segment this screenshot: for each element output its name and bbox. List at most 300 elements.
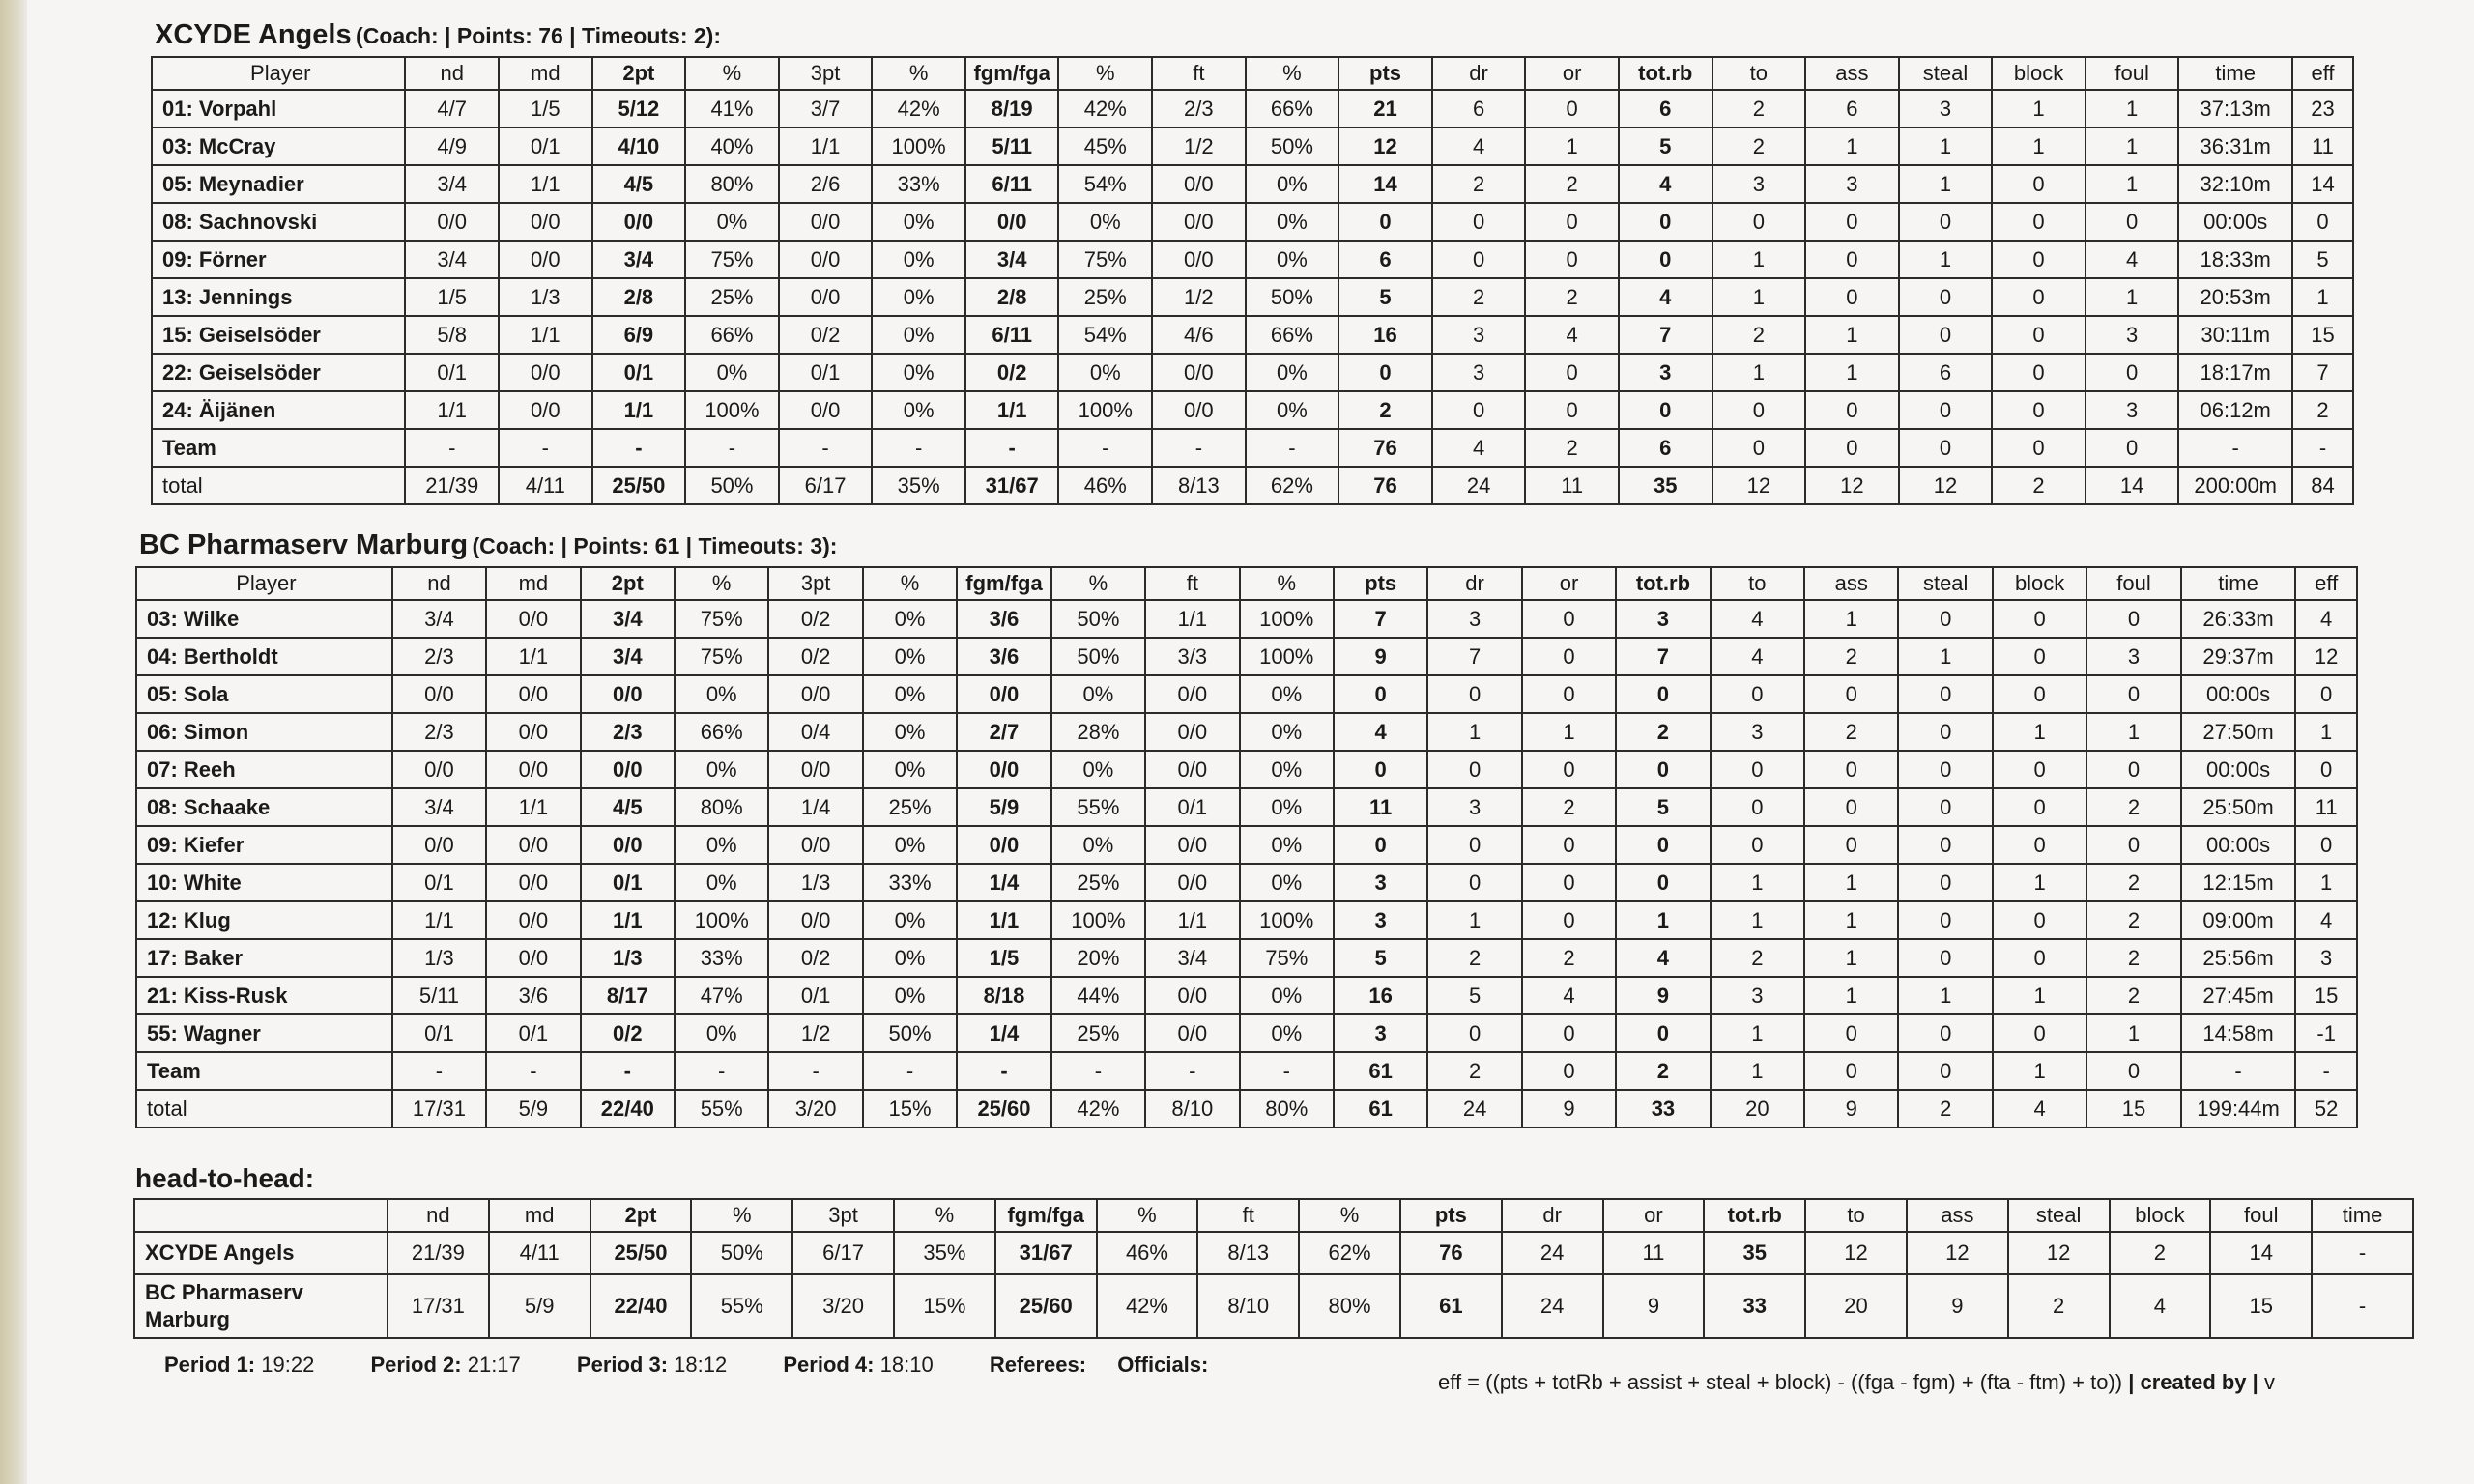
stat-cell: 1 (2086, 278, 2179, 316)
player-cell: 17: Baker (136, 939, 392, 977)
stat-cell: 0/0 (392, 751, 486, 788)
stat-cell: 8/18 (957, 977, 1050, 1014)
stat-cell: 0 (2086, 429, 2179, 467)
stat-cell: 0 (2295, 675, 2357, 713)
stat-cell: - (405, 429, 499, 467)
stat-cell: 0/1 (768, 977, 862, 1014)
stat-cell: 0 (1898, 864, 1992, 901)
stat-cell: 33 (1704, 1274, 1805, 1338)
stat-cell: 3 (1616, 600, 1710, 638)
stat-cell: 50% (685, 467, 779, 504)
stat-cell: 11 (2292, 128, 2353, 165)
stat-cell: to (1805, 1199, 1907, 1232)
stat-cell: 16 (1334, 977, 1427, 1014)
stat-cell: 0/4 (768, 713, 862, 751)
stat-cell: 0/0 (581, 751, 675, 788)
stat-cell: 1 (2086, 90, 2179, 128)
stat-cell: 6 (1619, 429, 1712, 467)
stat-cell: 0 (1525, 90, 1619, 128)
stat-cell: 0/0 (486, 901, 580, 939)
header-row (152, 57, 2353, 90)
stat-cell: 15 (2210, 1274, 2312, 1338)
stat-cell: 33 (1616, 1090, 1710, 1127)
stat-cell: 1 (2086, 713, 2180, 751)
stat-cell: 4 (1616, 939, 1710, 977)
stat-cell: 2 (1522, 939, 1616, 977)
stat-cell: 00:00s (2178, 203, 2292, 241)
stat-cell: 23 (2292, 90, 2353, 128)
stat-cell: 2 (1804, 638, 1898, 675)
stat-cell: 2 (1711, 939, 1804, 977)
stat-cell: 5/9 (489, 1274, 590, 1338)
stat-cell: 1/2 (768, 1014, 862, 1052)
stat-cell: 3 (1427, 600, 1521, 638)
stat-cell: 2pt (581, 567, 675, 600)
stat-cell: 0 (1993, 788, 2086, 826)
stat-cell: 0/2 (768, 638, 862, 675)
stat-cell: 0 (1334, 751, 1427, 788)
player-row (152, 203, 2353, 241)
stat-cell: 0/0 (1152, 165, 1246, 203)
stat-cell: 2 (2110, 1232, 2211, 1274)
stat-cell: 0 (1898, 751, 1992, 788)
stat-cell: 33% (872, 165, 965, 203)
stat-cell: 4 (1711, 600, 1804, 638)
stat-cell: 4 (1522, 977, 1616, 1014)
stat-cell: 2 (1432, 278, 1526, 316)
player-row (152, 391, 2353, 429)
stat-cell: 76 (1338, 467, 1432, 504)
stat-cell: 27:50m (2181, 713, 2296, 751)
stat-cell: 22/40 (581, 1090, 675, 1127)
stat-cell: 0 (1899, 203, 1993, 241)
stat-cell: 4 (1993, 1090, 2086, 1127)
stat-cell: 0 (1711, 751, 1804, 788)
player-row (136, 751, 2357, 788)
stat-cell: 0% (1240, 675, 1334, 713)
stat-cell: 21/39 (388, 1232, 489, 1274)
stat-cell: 25% (685, 278, 779, 316)
stat-cell: 0 (1616, 1014, 1710, 1052)
stat-cell: 2 (1898, 1090, 1992, 1127)
stat-cell: 14 (2086, 467, 2179, 504)
stat-cell: 0 (1993, 826, 2086, 864)
stat-cell: 0 (1619, 391, 1712, 429)
player-row (152, 90, 2353, 128)
player-cell: Player (152, 57, 405, 90)
stat-cell: 80% (1299, 1274, 1400, 1338)
stat-cell: time (2181, 567, 2296, 600)
stat-cell: 2/8 (965, 278, 1059, 316)
stat-cell: 3/4 (592, 241, 686, 278)
stat-cell: 3 (1805, 165, 1899, 203)
stat-cell: 46% (1097, 1232, 1198, 1274)
stat-cell: 61 (1334, 1090, 1427, 1127)
stat-cell: 0/0 (486, 751, 580, 788)
stat-cell: 1 (1804, 901, 1898, 939)
stat-cell: 3pt (768, 567, 862, 600)
stat-cell: 0 (1805, 203, 1899, 241)
stat-cell: 0/2 (768, 939, 862, 977)
stat-cell: 12 (1712, 467, 1806, 504)
stat-cell: 0/0 (1152, 391, 1246, 429)
stat-cell: 15 (2295, 977, 2357, 1014)
stat-cell: 0% (872, 203, 965, 241)
stat-cell: 5 (1334, 939, 1427, 977)
stat-cell: 3 (1334, 901, 1427, 939)
stat-cell: 4 (1619, 278, 1712, 316)
stat-cell: pts (1400, 1199, 1502, 1232)
stat-cell: 11 (1334, 788, 1427, 826)
player-cell: 13: Jennings (152, 278, 405, 316)
stat-cell: 5 (1427, 977, 1521, 1014)
stat-cell: 0/0 (486, 600, 580, 638)
stat-cell: 0/0 (499, 354, 592, 391)
stat-cell: nd (392, 567, 486, 600)
stat-cell: 2 (1712, 128, 1806, 165)
stat-cell: 4/7 (405, 90, 499, 128)
stat-cell: 0 (1993, 901, 2086, 939)
stat-cell: 1 (1899, 165, 1993, 203)
stat-cell: ft (1152, 57, 1246, 90)
stat-cell: 1 (1899, 241, 1993, 278)
stat-cell: 9 (1603, 1274, 1705, 1338)
stat-cell: 2/7 (957, 713, 1050, 751)
stat-cell: 1 (1804, 939, 1898, 977)
stat-cell: 100% (1058, 391, 1152, 429)
stat-cell: 18:17m (2178, 354, 2292, 391)
stat-cell: time (2312, 1199, 2413, 1232)
stat-cell: 0 (1334, 826, 1427, 864)
stat-cell: 75% (675, 600, 768, 638)
stat-cell: 0 (1525, 203, 1619, 241)
stat-cell: 2 (1427, 939, 1521, 977)
player-cell: 08: Schaake (136, 788, 392, 826)
stat-cell: 0 (1427, 864, 1521, 901)
stat-cell: 15 (2086, 1090, 2180, 1127)
stat-cell: 0 (1898, 713, 1992, 751)
stat-cell: 0/0 (581, 826, 675, 864)
stat-cell: 0 (1898, 1052, 1992, 1090)
stat-cell: 1 (1522, 713, 1616, 751)
stat-cell: 0 (1804, 751, 1898, 788)
player-row (152, 241, 2353, 278)
stat-cell: 0% (863, 675, 957, 713)
player-cell: 15: Geiselsöder (152, 316, 405, 354)
stat-cell: 0% (863, 826, 957, 864)
stat-cell: pts (1338, 57, 1432, 90)
stat-cell: 0% (863, 638, 957, 675)
stat-cell: 3 (1899, 90, 1993, 128)
stat-cell: 4/6 (1152, 316, 1246, 354)
stat-cell: 2 (2086, 977, 2180, 1014)
stat-cell: 0/0 (592, 203, 686, 241)
stat-cell: 4/11 (499, 467, 592, 504)
stat-cell: 00:00s (2181, 675, 2296, 713)
stat-cell: 00:00s (2181, 751, 2296, 788)
stat-cell: ass (1804, 567, 1898, 600)
stat-cell: 3pt (792, 1199, 894, 1232)
stat-cell: 33% (863, 864, 957, 901)
player-cell: total (136, 1090, 392, 1127)
stat-cell: 0% (685, 203, 779, 241)
stat-cell: 3/20 (792, 1274, 894, 1338)
stat-cell: 44% (1051, 977, 1145, 1014)
stat-cell: 6/11 (965, 316, 1059, 354)
player-cell: 07: Reeh (136, 751, 392, 788)
stat-cell: 0/1 (1145, 788, 1239, 826)
stat-cell: 4 (1432, 429, 1526, 467)
player-cell: 03: Wilke (136, 600, 392, 638)
stat-cell: 1 (2086, 165, 2179, 203)
stat-cell: 4 (1525, 316, 1619, 354)
stat-cell: 0/0 (768, 751, 862, 788)
stat-cell: 7 (1616, 638, 1710, 675)
player-row (136, 675, 2357, 713)
stat-cell: 0/0 (1145, 751, 1239, 788)
stat-cell: 0/0 (392, 675, 486, 713)
referees-label: Referees: (989, 1353, 1087, 1377)
stat-cell: 11 (1603, 1232, 1705, 1274)
stat-cell: 0 (1522, 901, 1616, 939)
stat-cell: 1/1 (486, 638, 580, 675)
stat-cell: 0 (1898, 600, 1992, 638)
player-cell: 12: Klug (136, 901, 392, 939)
stat-cell: % (894, 1199, 995, 1232)
head-to-head-title: head-to-head: (135, 1163, 315, 1193)
stat-cell: - (1246, 429, 1339, 467)
stat-cell: 3 (1619, 354, 1712, 391)
stat-cell: 1/5 (499, 90, 592, 128)
stat-cell: 42% (872, 90, 965, 128)
stat-cell: 0 (1616, 675, 1710, 713)
stat-cell: 0 (1525, 354, 1619, 391)
stat-cell: 20% (1051, 939, 1145, 977)
stat-cell: 31/67 (965, 467, 1059, 504)
team1-name: XCYDE Angels (155, 19, 352, 50)
stat-cell: 12 (1338, 128, 1432, 165)
stat-cell: 25% (1051, 864, 1145, 901)
stat-cell: 2 (2086, 939, 2180, 977)
stat-cell: % (685, 57, 779, 90)
player-cell: 05: Sola (136, 675, 392, 713)
stat-cell: 75% (685, 241, 779, 278)
stat-cell: 4 (1619, 165, 1712, 203)
stat-cell: 0/0 (779, 241, 873, 278)
stat-cell: 3/7 (779, 90, 873, 128)
stat-cell: 80% (685, 165, 779, 203)
stat-cell: 0 (1619, 203, 1712, 241)
stat-cell: 0 (1898, 826, 1992, 864)
stat-cell: 1 (1992, 90, 2086, 128)
stat-cell: 5/9 (486, 1090, 580, 1127)
stat-cell: 0/0 (965, 203, 1059, 241)
stat-cell: 66% (1246, 316, 1339, 354)
player-cell: 03: McCray (152, 128, 405, 165)
stat-cell: 0/0 (1152, 241, 1246, 278)
stat-cell: - (499, 429, 592, 467)
stat-cell: 3/20 (768, 1090, 862, 1127)
stat-cell: - (768, 1052, 862, 1090)
stat-cell: 14 (2210, 1232, 2312, 1274)
stat-cell: 2 (1432, 165, 1526, 203)
stat-cell: eff (2292, 57, 2353, 90)
header-row (136, 567, 2357, 600)
stat-cell: 3 (1427, 788, 1521, 826)
stat-cell: 1/1 (957, 901, 1050, 939)
stat-cell: -1 (2295, 1014, 2357, 1052)
stat-cell: 0/0 (405, 203, 499, 241)
stat-cell: 1/3 (499, 278, 592, 316)
stat-cell: 0 (2086, 675, 2180, 713)
stat-cell: 0 (1432, 391, 1526, 429)
stat-cell: 1 (1711, 901, 1804, 939)
stat-cell: 36:31m (2178, 128, 2292, 165)
stat-cell: 0 (1432, 241, 1526, 278)
stat-cell: 0% (872, 316, 965, 354)
stat-cell: 0 (1712, 391, 1806, 429)
player-row (136, 638, 2357, 675)
stat-cell: 3/4 (965, 241, 1059, 278)
stat-cell: foul (2086, 57, 2179, 90)
stat-cell: 1/4 (957, 1014, 1050, 1052)
stat-cell: 12 (1907, 1232, 2008, 1274)
player-cell: 09: Kiefer (136, 826, 392, 864)
team1-header (155, 19, 721, 51)
stat-cell: 0/0 (779, 203, 873, 241)
stat-cell: - (675, 1052, 768, 1090)
stat-cell: 0 (1616, 864, 1710, 901)
stat-cell: 66% (675, 713, 768, 751)
created-by: | created by | (2128, 1370, 2258, 1394)
stat-cell: 0 (1898, 788, 1992, 826)
stat-cell: 1 (1992, 128, 2086, 165)
stat-cell: 3 (1432, 316, 1526, 354)
stat-cell: 4 (2110, 1274, 2211, 1338)
stat-cell: 2/3 (392, 638, 486, 675)
stat-cell: 62% (1299, 1232, 1400, 1274)
stat-cell: 16 (1338, 316, 1432, 354)
stat-cell: 0/1 (405, 354, 499, 391)
stat-cell: 2 (1427, 1052, 1521, 1090)
stat-cell: 2pt (592, 57, 686, 90)
stat-cell: 20 (1805, 1274, 1907, 1338)
stat-cell: 0% (675, 826, 768, 864)
stat-cell: 2 (1616, 713, 1710, 751)
stat-cell: 1 (1525, 128, 1619, 165)
stat-cell: 54% (1058, 316, 1152, 354)
stat-cell: 40% (685, 128, 779, 165)
stat-cell: 0 (1992, 278, 2086, 316)
stat-cell: 1 (1805, 354, 1899, 391)
player-row (136, 826, 2357, 864)
stat-cell: 100% (1240, 901, 1334, 939)
stat-cell: 0 (1992, 391, 2086, 429)
stat-cell: - (1240, 1052, 1334, 1090)
stat-cell: 0 (1804, 788, 1898, 826)
stat-cell: 0% (1240, 788, 1334, 826)
stat-cell: 9 (1616, 977, 1710, 1014)
stat-cell: 0/1 (392, 864, 486, 901)
stat-cell: 15% (863, 1090, 957, 1127)
stat-cell: 0 (1992, 316, 2086, 354)
stat-cell: 35% (872, 467, 965, 504)
stat-cell: 0% (1246, 165, 1339, 203)
stat-cell: 0% (1051, 751, 1145, 788)
stat-cell: tot.rb (1704, 1199, 1805, 1232)
stat-cell: 0% (1246, 203, 1339, 241)
stat-cell: block (1993, 567, 2086, 600)
total-row (136, 1090, 2357, 1127)
stat-cell: 21/39 (405, 467, 499, 504)
stat-cell: 41% (685, 90, 779, 128)
stat-cell: 55% (1051, 788, 1145, 826)
stat-cell: 3/4 (581, 638, 675, 675)
stat-cell: 0/1 (486, 1014, 580, 1052)
period-times (164, 1353, 1233, 1378)
stat-cell: % (675, 567, 768, 600)
stat-cell: 0% (675, 751, 768, 788)
stat-cell: 4/10 (592, 128, 686, 165)
stat-cell: 1 (1712, 354, 1806, 391)
stat-cell: 1 (1899, 128, 1993, 165)
stat-cell: 0 (1522, 638, 1616, 675)
stat-cell: 42% (1051, 1090, 1145, 1127)
player-cell: Team (136, 1052, 392, 1090)
stat-cell: tot.rb (1616, 567, 1710, 600)
stat-cell: nd (405, 57, 499, 90)
player-row (136, 1052, 2357, 1090)
stat-cell: or (1603, 1199, 1705, 1232)
stat-cell: 25:50m (2181, 788, 2296, 826)
stat-cell: 11 (2295, 788, 2357, 826)
stat-cell: 1 (2295, 864, 2357, 901)
stat-cell: md (489, 1199, 590, 1232)
stat-cell: 7 (1619, 316, 1712, 354)
stat-cell: 0% (1240, 977, 1334, 1014)
stat-cell: 5/11 (392, 977, 486, 1014)
stat-cell: 0 (1432, 203, 1526, 241)
stat-cell: 17/31 (388, 1274, 489, 1338)
stat-cell: 0/0 (957, 751, 1050, 788)
stat-cell: 0% (1240, 713, 1334, 751)
stat-cell: 3 (2295, 939, 2357, 977)
stat-cell: 1 (2295, 713, 2357, 751)
player-row (152, 316, 2353, 354)
stat-cell: 9 (1907, 1274, 2008, 1338)
stat-cell: 5/8 (405, 316, 499, 354)
stat-cell: 200:00m (2178, 467, 2292, 504)
stat-cell: % (1097, 1199, 1198, 1232)
stat-cell: 20 (1711, 1090, 1804, 1127)
stat-cell: 1 (1805, 128, 1899, 165)
stat-cell: 09:00m (2181, 901, 2296, 939)
stat-cell: dr (1502, 1199, 1603, 1232)
stat-cell: - (779, 429, 873, 467)
stat-cell: 2/3 (1152, 90, 1246, 128)
stat-cell: 1 (2086, 128, 2179, 165)
stat-cell: 0% (863, 751, 957, 788)
stat-cell: 3/4 (405, 241, 499, 278)
stat-cell: 100% (1240, 600, 1334, 638)
team2-meta: (Coach: | Points: 61 | Timeouts: 3): (472, 533, 838, 558)
stat-cell: to (1711, 567, 1804, 600)
stat-cell: - (2312, 1232, 2413, 1274)
stat-cell: 0 (1427, 826, 1521, 864)
stat-cell: 7 (1427, 638, 1521, 675)
total-row (152, 467, 2353, 504)
stat-cell: 1/1 (581, 901, 675, 939)
